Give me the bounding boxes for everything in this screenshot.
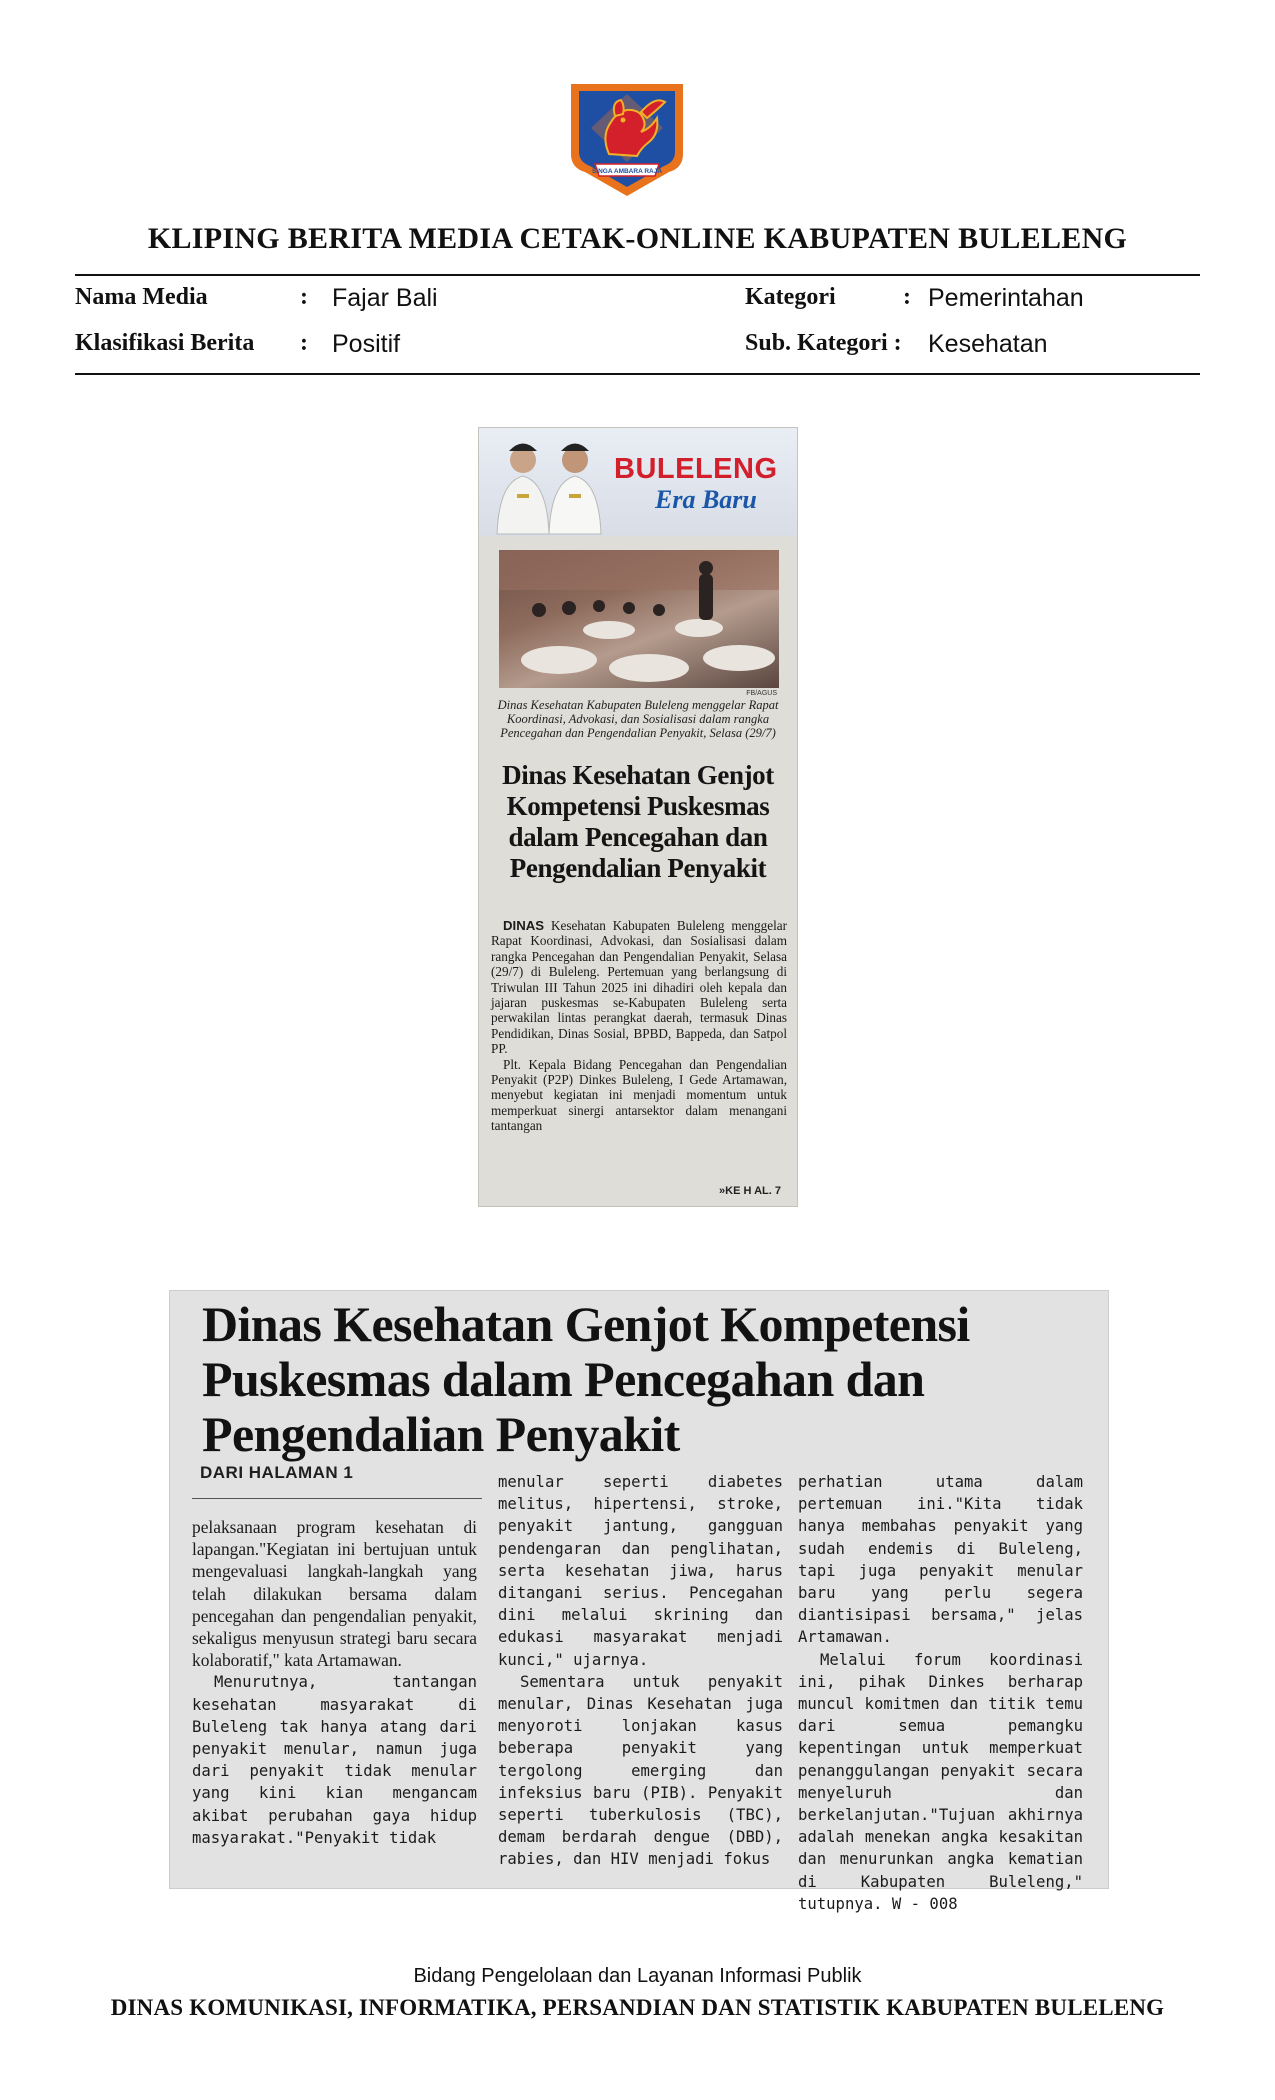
clipping1-body — [491, 918, 787, 1134]
banner-title: BULELENG — [614, 453, 778, 485]
nama-media-value: Fajar Bali — [332, 284, 438, 312]
clipping2-headline: Dinas Kesehatan Genjot Kompetensi Puskesmas dalam Pencegahan dan Pengendalian Penyakit — [202, 1296, 970, 1462]
buleleng-crest-logo — [561, 76, 693, 200]
kategori-colon: : — [903, 284, 911, 310]
meeting-photo — [499, 550, 779, 688]
column3-para2: Melalui forum koordinasi ini, pihak Dinkes berharap muncul komitmen dan titik temu dari semua pemangku kepentingan untuk memperkuat penanggulangan penyakit secara menyeluruh dan berkelanjutan."Tujuan akhirnya adalah menekan angka kesakitan dan menurunkan angka kematian di Kabupaten Buleleng," tutupnya. W - 008 — [798, 1650, 1083, 1913]
continued-marker: »KE H AL. 7 — [719, 1185, 781, 1197]
footer-agency: DINAS KOMUNIKASI, INFORMATIKA, PERSANDIAN DAN STATISTIK KABUPATEN BULELENG — [110, 1995, 1165, 2020]
buleleng-era-baru-banner — [479, 428, 797, 536]
kategori-label: Kategori — [745, 284, 836, 310]
article-column-3 — [798, 1471, 1083, 1915]
footer-division: Bidang Pengelolaan dan Layanan Informasi Publik — [413, 1965, 862, 1987]
officials-portrait — [487, 434, 612, 534]
photo-credit: FB/AGUS — [746, 690, 777, 697]
nama-media-label: Nama Media — [75, 284, 208, 310]
column-rule — [192, 1498, 482, 1499]
news-clipping-continuation — [169, 1290, 1109, 1913]
clipping1-para2: Plt. Kepala Bidang Pencegahan dan Pengendalian Penyakit (P2P) Dinkes Buleleng, I Gede Artamawan, menyebut kegiatan ini menjadi momentum untuk memperkuat sinergi antarsektor dalam menangani tantangan — [491, 1056, 787, 1134]
from-page-label: DARI HALAMAN 1 — [200, 1463, 354, 1482]
column3-para1: perhatian utama dalam pertemuan ini."Kita tidak hanya membahas penyakit yang sudah endemis di Buleleng, tapi juga penyakit menular baru yang perlu segera diantisipasi bersama," jelas Artamawan. — [798, 1473, 1083, 1647]
article-column-1 — [192, 1516, 477, 1849]
article-column-2 — [498, 1471, 783, 1871]
header-divider-top — [75, 274, 1200, 276]
document-title: KLIPING BERITA MEDIA CETAK-ONLINE KABUPATEN BULELENG — [147, 222, 1128, 255]
header-divider-bottom — [75, 373, 1200, 375]
photo-caption: Dinas Kesehatan Kabupaten Buleleng menggelar Rapat Koordinasi, Advokasi, dan Sosialisasi dalam rangka Pencegahan dan Pengendalian Penyakit, Selasa (29/7) — [497, 698, 779, 740]
sub-kategori-label: Sub. Kategori : — [745, 330, 902, 356]
column2-para2: Sementara untuk penyakit menular, Dinas Kesehatan juga menyoroti lonjakan kasus beberapa penyakit yang tergolong emerging dan infeksius baru (PIB). Penyakit seperti tuberkulosis (TBC), demam berdarah dengue (DBD), rabies, dan HIV menjadi fokus — [498, 1672, 783, 1869]
column2-para1: menular seperti diabetes melitus, hipertensi, stroke, penyakit jantung, gangguan pendengaran dan penglihatan, serta kesehatan jiwa, harus ditangani serius. Pencegahan dini melalui skrining dan edukasi masyarakat menjadi kunci," ujarnya. — [498, 1473, 783, 1669]
sub-kategori-value: Kesehatan — [928, 330, 1048, 358]
lead-word: DINAS — [503, 918, 545, 933]
banner-subtitle: Era Baru — [655, 485, 757, 514]
klasifikasi-colon: : — [300, 330, 308, 356]
klasifikasi-value: Positif — [332, 330, 401, 358]
klasifikasi-label: Klasifikasi Berita — [75, 330, 255, 356]
clipping1-headline: Dinas Kesehatan Genjot Kompetensi Puskesmas dalam Pencegahan dan Pengendalian Penyakit — [502, 760, 774, 883]
column1-para2: Menurutnya, tantangan kesehatan masyarakat di Buleleng tak hanya atang dari penyakit menular, namun juga dari penyakit tidak menular yang kini kian mengancam akibat perubahan gaya hidup masyarakat."Penyakit tidak — [192, 1673, 477, 1847]
logo-motto: SINGA AMBARA RAJA — [591, 168, 663, 175]
nama-media-colon: : — [300, 284, 308, 310]
clipping1-para1: Kesehatan Kabupaten Buleleng menggelar Rapat Koordinasi, Advokasi, dan Sosialisasi dalam rangka Pencegahan dan Pengendalian Penyakit, Selasa (29/7) di Buleleng. Pertemuan yang berlangsung di Triwulan III Tahun 2025 ini dihadiri oleh kepala dan jajaran puskesmas se-Kabupaten Buleleng serta perwakilan lintas perangkat daerah, termasuk Dinas Pendidikan, Dinas Sosial, BPBD, Bappeda, dan Satpol PP. — [491, 918, 788, 1057]
kategori-value: Pemerintahan — [928, 284, 1084, 312]
news-clipping-front-page — [478, 427, 798, 1207]
column1-para1: pelaksanaan program kesehatan di lapangan."Kegiatan ini bertujuan untuk mengevaluasi langkah-langkah yang telah dilakukan bersama dalam pencegahan dan pengendalian penyakit, sekaligus menyusun strategi baru secara kolaboratif," kata Artamawan. — [192, 1517, 477, 1671]
